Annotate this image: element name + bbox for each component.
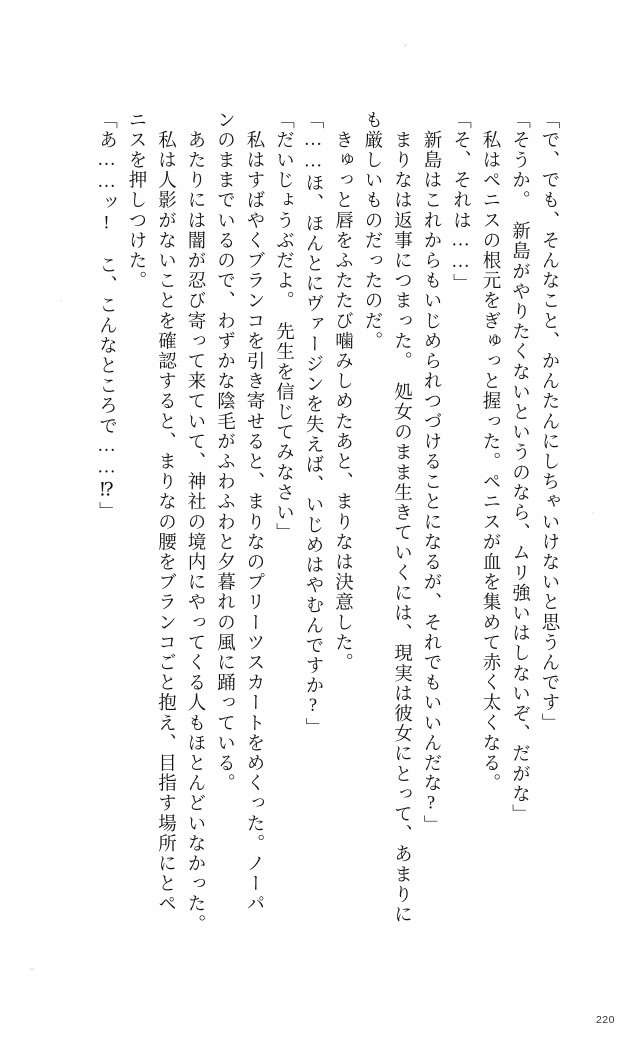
text-line: 私は人影がないことを確認すると、まりなの腰をブランコごと抱え、目指す場所にとペ [155,110,176,914]
text-line: きゅっと唇をふたたび噛みしめたあと、まりなは決意した。 [332,110,353,673]
paper-speck [30,968,34,971]
text-line: 「だいじょうぶだよ。 先生を信じてみなさい」 [273,110,294,543]
text-line: ニスを押しつけた。 [126,110,146,291]
text-line: も厳しいものだったのだ。 [362,110,382,352]
text-line: 「で、でも、そんなこと、かんたんにしちゃいけないと思うんです」 [539,110,559,734]
text-line: 「あ……ッ! こ、こんなところで……⁉」 [96,110,117,522]
text-line: 「……ほ、ほんとにヴァージンを失えば、いじめはやむんですか?」 [303,110,323,738]
paper-speck [404,44,407,47]
text-line: まりなは返事につまった。 処女のまま生きていくには、現実は彼女にとって、あまりに [391,110,412,925]
text-line: 新島はこれからもいじめられつづけることになるが、それでもいいんだな?」 [421,110,441,836]
paper-speck [60,300,62,302]
text-line: 「そ、それは……」 [450,110,471,294]
page-number: 220 [595,1014,615,1026]
text-line: あたりには闇が忍び寄って来ていて、神社の境内にやってくる人もほとんどいなかった。 [185,110,205,935]
text-line: ンのままでいるので、わずかな陰毛がふわふわと夕暮れの風に踊っている。 [214,110,235,794]
text-line: 私はすばやくブランコを引き寄せると、まりなのプリーツスカートをめくった。ノーパ [244,110,264,914]
vertical-text-body [86,110,558,955]
text-line: 「そうか。 新島がやりたくないというのなら、ムリ強いはしないぞ、だがな」 [509,110,530,825]
paper-speck [592,512,594,514]
text-line: 私はペニスの根元をぎゅっと握った。ペニスが血を集めて赤く太くなる。 [480,110,500,794]
